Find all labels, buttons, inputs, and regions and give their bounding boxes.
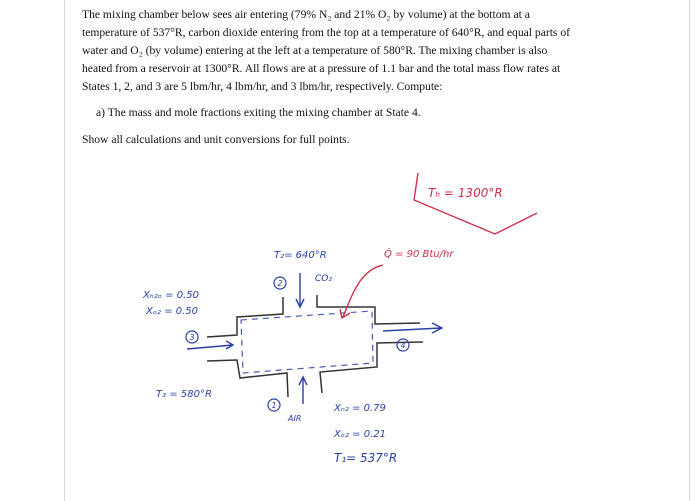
state-2-temperature: T₂= 640°R (274, 250, 327, 261)
state-4-label: 4 (400, 341, 406, 350)
state-1-gas: AIR (288, 414, 302, 423)
state-1-temperature: T₁= 537°R (334, 451, 398, 465)
problem-line: The mixing chamber below sees air entering (79% N₂ and 21% O₂ by volume) at the bottom at a (82, 8, 530, 21)
state-1-nitrogen-fraction: Xₙ₂ = 0.79 (334, 403, 386, 414)
heat-rate: Q̇ = 90 Btu/hr (384, 249, 454, 260)
problem-line: heated from a reservoir at 1300°R. All flows are at a pressure of 1.1 bar and the total mass flow rates at (82, 62, 561, 75)
control-volume-boundary (241, 311, 373, 373)
chamber-outline (207, 295, 423, 397)
state-1-oxygen-fraction: Xₒ₂ = 0.21 (334, 429, 386, 440)
state-3-label: 3 (189, 333, 195, 342)
reservoir-temperature: Tₕ = 1300°R (428, 186, 503, 200)
instruction: Show all calculations and unit conversions for full points. (82, 133, 350, 146)
problem-line: water and O₂ (by volume) entering at the left at a temperature of 580°R. The mixing chamber is also (82, 44, 548, 57)
problem-line: States 1, 2, and 3 are 5 lbm/hr, 4 lbm/hr, and 3 lbm/hr, respectively. Compute: (82, 80, 443, 93)
question-a: a) The mass and mole fractions exiting the mixing chamber at State 4. (96, 106, 421, 119)
state-3-temperature: T₃ = 580°R (156, 389, 212, 400)
state-3-oxygen-fraction: Xₒ₂ = 0.50 (146, 306, 198, 317)
state-1-label: 1 (271, 401, 277, 410)
reservoir-bracket (414, 173, 537, 234)
state-3-water-fraction: Xₕ₂ₒ = 0.50 (143, 290, 199, 301)
state-2-label: 2 (277, 279, 283, 288)
state-2-gas: CO₂ (315, 274, 332, 284)
problem-line: temperature of 537°R, carbon dioxide entering from the top at a temperature of 640°R, and equal parts of (82, 26, 570, 39)
